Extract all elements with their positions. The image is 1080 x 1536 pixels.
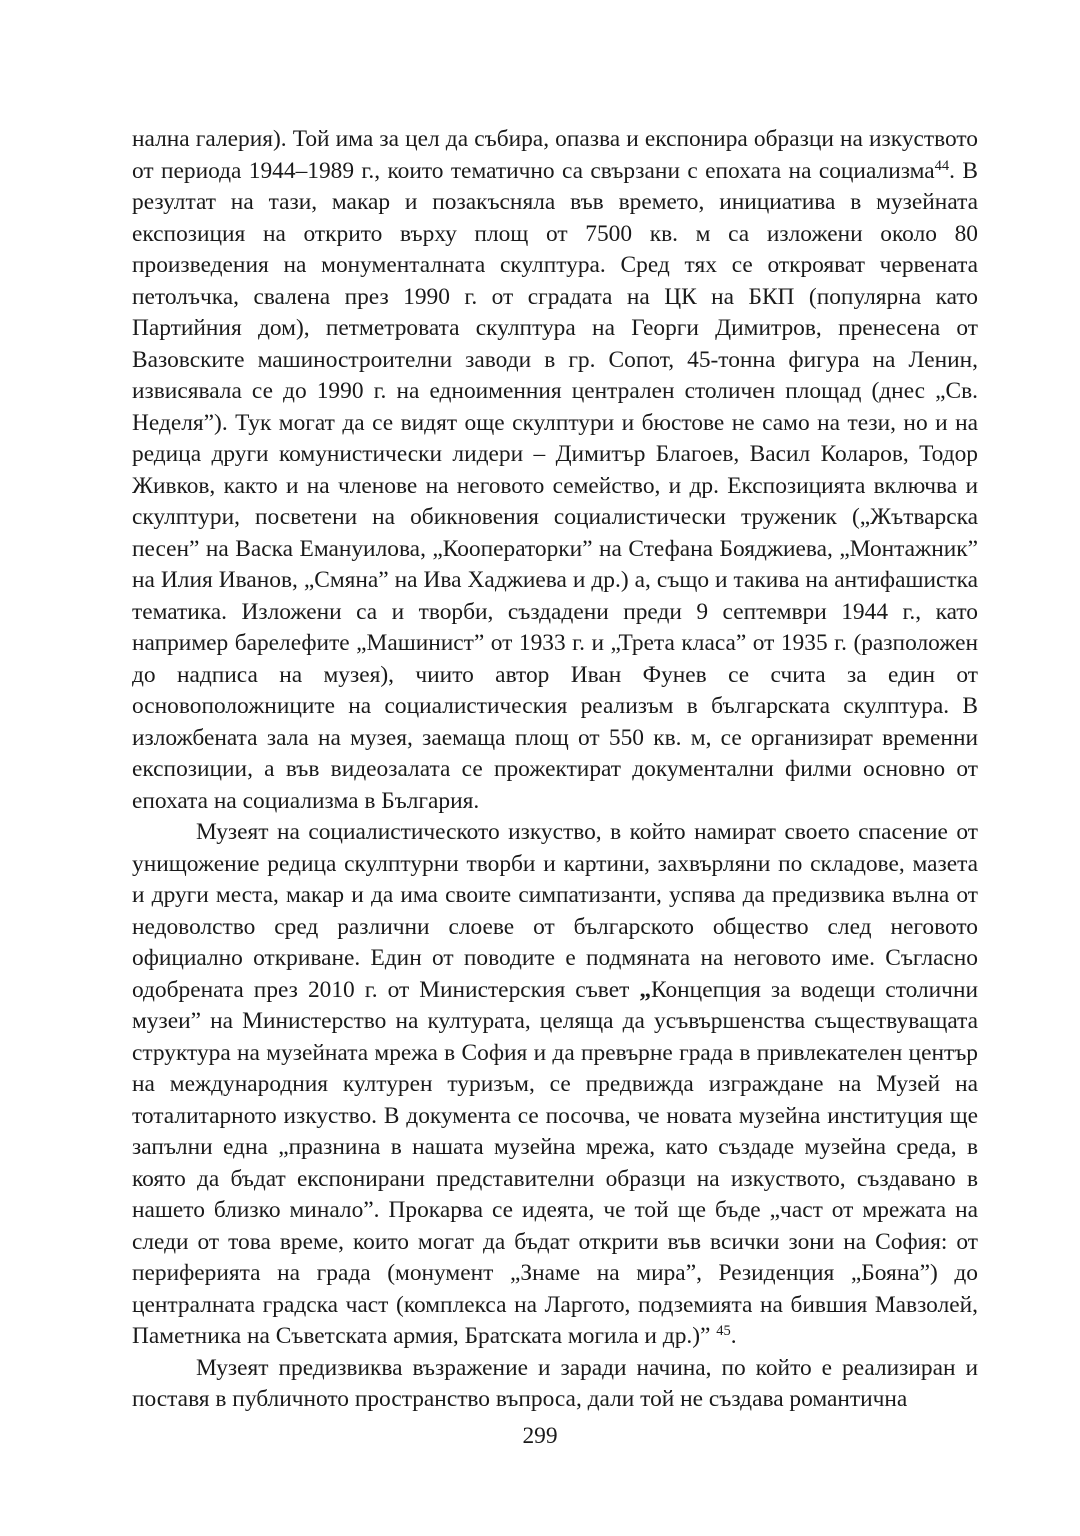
paragraph-2-text-a: Музеят на социалистическото изкуство, в който намират своето спасение от унищожение редица скулптурни творби и картини, захвърляни по складове, мазета и други места, макар и да има своите симпатизанти, успява да предизвика вълна от недоволство сред различни слоеве от българското общество след неговото официално откриване. Един от поводите е подмяната на неговото име. Съгласно одобрената през 2010 г. от Министерския съвет [132, 819, 978, 1003]
body-text [132, 124, 978, 1416]
paragraph-2-text-c: . [730, 1323, 737, 1349]
paragraph-1-text-b: . В резултат на тази, макар и позакъсняла във времето, инициатива в музейната експозиция на открито върху площ от 7500 кв. м са изложени около 80 произведения на монументалната скулптура. Сред тях се открояват червената петолъчка, свалена през 1990 г. от сградата на ЦК на БКП (популярна като Партийния дом), петметровата скулптура на Георги Димитров, пренесена от Вазовските машиностроителни заводи в гр. Сопот, 45-тонна фигура на Ленин, извисявала се до 1990 г. на едноименния централен столичен площад (днес „Св. Неделя”). Тук могат да се видят още скулптури и бюстове не само на тези, но и на редица други комунистически лидери – Димитър Благоев, Васил Коларов, Тодор Живков, както и на членове на неговото семейство, и др. Експозицията включва и скулптури, посветени на обикновения социалистически труженик („Жътварска песен” на Васка Емануилова, „Кооператорки” на Стефана Бояджиева, „Монтажник” на Илия Иванов, „Смяна” на Ива Хаджиева и др.) а, също и такива на антифашистка тематика. Изложени са и творби, създадени преди 9 септември 1944 г., като например барелефите „Машинист” от 1933 г. и „Трета класа” от 1935 г. (разположен до надписа на музея), чиито автор Иван Фунев се счита за един от основоположниците на социалистическия реализъм в българската скулптура. В изложбената зала на музея, заемаща площ от 550 кв. м, се организират временни експозиции, а във видеозалата се прожектират документални филми основно от епохата на социализма в България. [132, 157, 979, 814]
paragraph-1 [132, 124, 978, 817]
footnote-ref-44: 44 [934, 157, 950, 174]
page-number: 299 [522, 1423, 558, 1449]
paragraph-2-bold-quote: „ [639, 976, 652, 1003]
footnote-ref-45: 45 [716, 1323, 731, 1340]
paragraph-3-text: Музеят предизвиква възражение и заради начина, по който е реализиран и поставя в публичното пространство въпроса, дали той не създава романтична [132, 1354, 978, 1412]
paragraph-2 [132, 817, 978, 1353]
paragraph-1-text-a: нална галерия). Той има за цел да събира, опазва и експонира образци на изкуството от периода 1944–1989 г., които тематично са свързани с епохата на социализма [132, 126, 978, 184]
paragraph-3 [132, 1353, 978, 1416]
paragraph-2-text-b: Концепция за водещи столични музеи” на Министерство на културата, целяща да усъвършенства съществуващата структура на музейната мрежа в София и да превърне града в привлекателен център на международния културен туризъм, се предвижда изграждане на Музей на тоталитарното изкуство. В документа се посочва, че новата музейна институция ще запълни една „празнина в нашата музейна мрежа, като създаде музейна среда, в която да бъдат експонирани представителни образци на изкуството, създавано в нашето близко минало”. Прокарва се идеята, че той ще бъде „част от мрежата на следи от това време, които могат да бъдат открити във всички зони на София: от периферията на града (монумент „Знаме на мира”, Резиденция „Бояна”) до централната градска част (комплекса на Ларгото, подземията на бившия Мавзолей, Паметника на Съветската армия, Братската могила и др.)” [132, 976, 978, 1349]
